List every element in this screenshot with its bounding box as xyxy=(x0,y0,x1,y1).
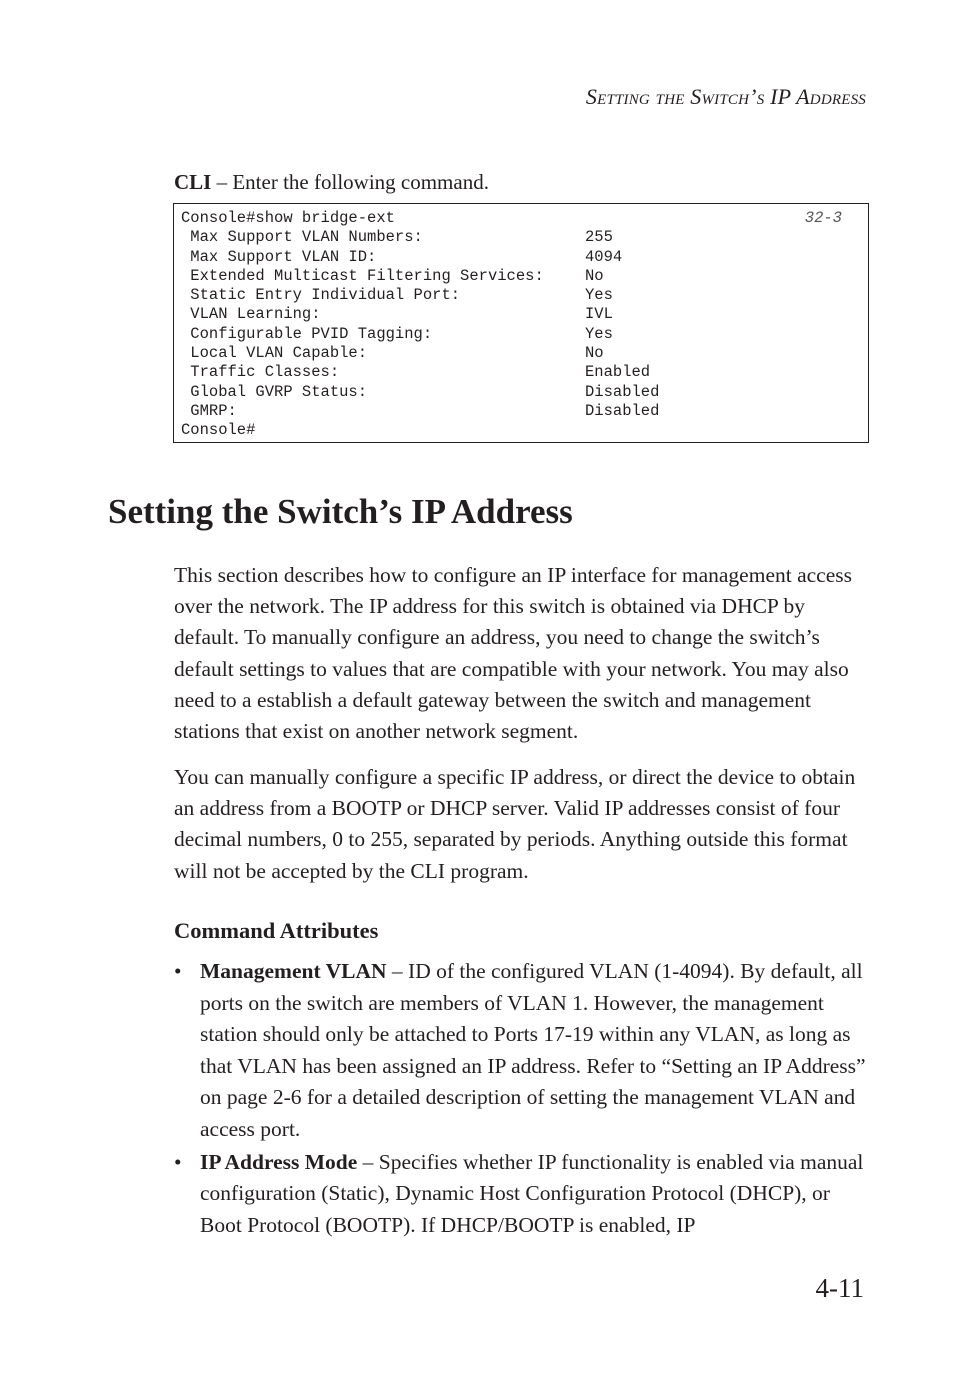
console-row-key: Configurable PVID Tagging: xyxy=(181,324,433,343)
bullet-marker: • xyxy=(174,1149,182,1174)
attribute-term: Management VLAN xyxy=(200,959,387,983)
page-number: 4-11 xyxy=(815,1273,864,1303)
bullet-marker: • xyxy=(174,959,182,983)
command-attributes-heading: Command Attributes xyxy=(174,918,379,943)
console-row-key: Local VLAN Capable: xyxy=(181,344,368,363)
paragraph-2: You can manually configure a specific IP address, or direct the device to obtain an address from a BOOTP or DHCP server. Valid IP addresses consist of four decimal numbers, 0 to 255, separated by periods. Anything outside this format will not be accepted by the CLI program. xyxy=(174,765,856,883)
section-title: Setting the Switch’s IP Address xyxy=(108,492,573,531)
console-row-value: IVL xyxy=(585,305,613,324)
console-row xyxy=(181,325,868,344)
command-attributes-list xyxy=(174,956,874,1241)
attribute-term: IP Address Mode xyxy=(200,1149,358,1174)
console-output xyxy=(173,203,869,443)
cli-intro-text: – Enter the following command. xyxy=(211,170,489,194)
list-item xyxy=(174,956,874,1146)
console-row-key: Max Support VLAN Numbers: xyxy=(181,228,423,247)
console-row-value: Yes xyxy=(585,324,613,343)
console-row-key: GMRP: xyxy=(181,401,237,420)
console-row-key: Extended Multicast Filtering Services: xyxy=(181,266,544,285)
console-rows xyxy=(181,228,868,421)
attribute-description: – ID of the configured VLAN (1-4094). By default, all ports on the switch are members of VLAN 1. However, the management station should only be attached to Ports 17-19 within any VLAN, as long as that VLAN has been assigned an IP address. Refer to “Setting an IP Address” on page 2-6 for a detailed description of setting the management VLAN and access port. xyxy=(200,959,866,1141)
console-row-value: No xyxy=(585,266,604,285)
console-row-value: Disabled xyxy=(585,401,660,420)
console-row-key: Max Support VLAN ID: xyxy=(181,247,377,266)
console-row-value: 255 xyxy=(585,228,613,247)
console-row-key: Static Entry Individual Port: xyxy=(181,286,461,305)
command-reference: 32-3 xyxy=(804,209,842,227)
console-row-value: No xyxy=(585,344,604,363)
console-row xyxy=(181,383,868,402)
cli-intro xyxy=(174,168,489,196)
console-row-value: Enabled xyxy=(585,363,651,382)
console-prompt: Console# xyxy=(181,421,256,440)
console-row xyxy=(181,363,868,382)
console-row xyxy=(181,267,868,286)
console-row xyxy=(181,402,868,421)
list-item xyxy=(174,1147,874,1242)
console-row-value: Disabled xyxy=(585,382,660,401)
console-row-key: Traffic Classes: xyxy=(181,363,340,382)
paragraph-1: This section describes how to configure an IP interface for management access over the network. The IP address for this switch is obtained via DHCP by default. To manually configure an address, you need to change the switch’s default settings to values that are compatible with your network. You may also need to a establish a default gateway between the switch and management stations that exist on another network segment. xyxy=(174,563,852,744)
console-row xyxy=(181,344,868,363)
console-row-key: Global GVRP Status: xyxy=(181,382,368,401)
attribute-description: – Specifies whether IP functionality is enabled via manual configuration (Static), Dynamic Host Configuration Protocol (DHCP), or Boot Protocol (BOOTP). If DHCP/BOOTP is enabled, IP xyxy=(200,1149,864,1237)
running-head: Setting the Switch’s IP Address xyxy=(585,84,866,109)
console-command: Console#show bridge-ext xyxy=(181,209,395,227)
cli-label: CLI xyxy=(174,170,212,194)
console-row-value: Yes xyxy=(585,286,613,305)
console-row xyxy=(181,248,868,267)
console-row xyxy=(181,305,868,324)
console-row xyxy=(181,228,868,247)
console-row xyxy=(181,286,868,305)
console-row-value: 4094 xyxy=(585,247,623,266)
console-row-key: VLAN Learning: xyxy=(181,305,321,324)
